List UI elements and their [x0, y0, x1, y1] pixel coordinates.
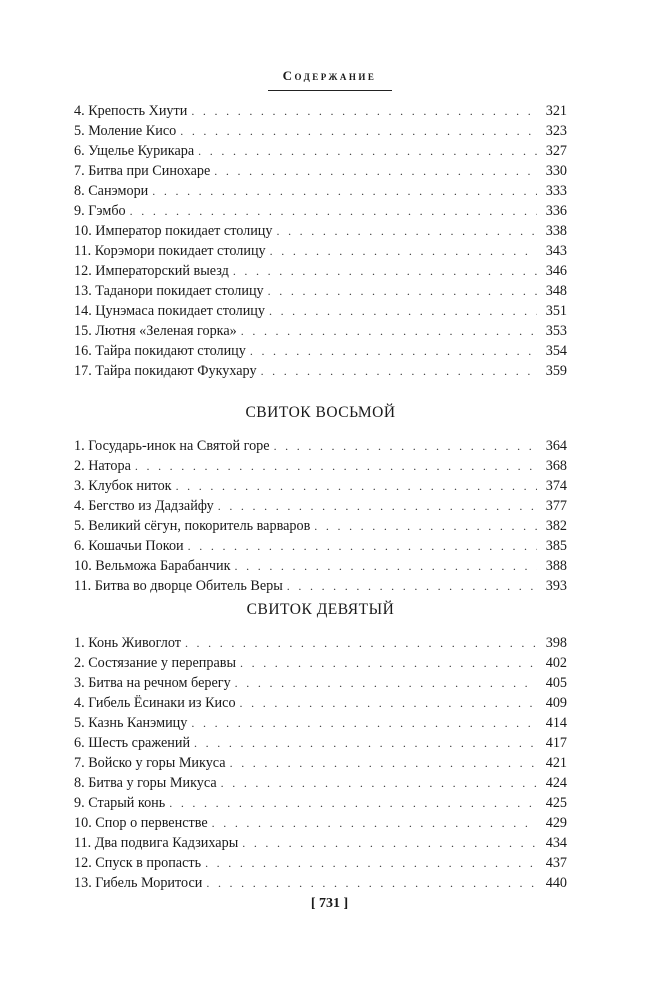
toc-entry-title: 10. Император покидает столицу: [74, 223, 273, 239]
dot-leader: [287, 576, 537, 596]
toc-entry[interactable]: [74, 693, 567, 713]
header-title: Содержание: [282, 68, 377, 83]
toc-list: [74, 633, 567, 893]
toc-entry-title: 3. Клубок ниток: [74, 478, 172, 494]
toc-entry-title: 16. Тайра покидают столицу: [74, 343, 246, 359]
dot-leader: [314, 516, 537, 536]
dot-leader: [235, 556, 537, 576]
dot-leader: [274, 436, 537, 456]
toc-entry-page: 330: [545, 163, 567, 179]
dot-leader: [218, 496, 537, 516]
toc-entry[interactable]: [74, 733, 567, 753]
dot-leader: [221, 773, 537, 793]
toc-entry[interactable]: [74, 321, 567, 341]
toc-entry[interactable]: [74, 556, 567, 576]
dot-leader: [269, 301, 537, 321]
toc-entry-title: 4. Крепость Хиути: [74, 103, 188, 119]
toc-entry[interactable]: [74, 773, 567, 793]
dot-leader: [152, 181, 537, 201]
toc-entry[interactable]: [74, 713, 567, 733]
toc-entry-page: 437: [545, 855, 567, 871]
toc-entry[interactable]: [74, 516, 567, 536]
toc-entry[interactable]: [74, 141, 567, 161]
toc-entry-title: 12. Императорский выезд: [74, 263, 229, 279]
toc-entry[interactable]: [74, 121, 567, 141]
toc-entry-page: 346: [545, 263, 567, 279]
toc-entry-page: 364: [545, 438, 567, 454]
page-number: [ 731 ]: [310, 896, 349, 911]
dot-leader: [240, 693, 537, 713]
toc-entry-title: 15. Лютня «Зеленая горка»: [74, 323, 237, 339]
toc-entry-title: 6. Шесть сражений: [74, 735, 191, 751]
toc-entry-page: 424: [545, 775, 567, 791]
toc-entry[interactable]: [74, 161, 567, 181]
dot-leader: [185, 633, 537, 653]
section-title: СВИТОК ДЕВЯТЫЙ: [246, 601, 395, 618]
toc-entry-title: 2. Натора: [74, 458, 131, 474]
toc-entry[interactable]: [74, 793, 567, 813]
dot-leader: [230, 753, 537, 773]
toc-entry[interactable]: [74, 361, 567, 381]
dot-leader: [261, 361, 537, 381]
toc-entry[interactable]: [74, 201, 567, 221]
toc-entry-title: 7. Войско у горы Микуса: [74, 755, 226, 771]
toc-entry-page: 385: [545, 538, 567, 554]
toc-entry-page: 393: [545, 578, 567, 594]
toc-entry-page: 409: [545, 695, 567, 711]
dot-leader: [233, 261, 537, 281]
toc-entry-title: 3. Битва на речном берегу: [74, 675, 231, 691]
toc-entry-title: 9. Гэмбо: [74, 203, 126, 219]
toc-entry[interactable]: [74, 476, 567, 496]
toc-entry-title: 5. Моление Кисо: [74, 123, 177, 139]
toc-entry-page: 402: [545, 655, 567, 671]
toc-entry-page: 388: [545, 558, 567, 574]
toc-entry-title: 11. Корэмори покидает столицу: [74, 243, 266, 259]
dot-leader: [205, 853, 537, 873]
toc-entry[interactable]: [74, 653, 567, 673]
toc-entry[interactable]: [74, 181, 567, 201]
toc-entry[interactable]: [74, 341, 567, 361]
toc-entry-page: 353: [545, 323, 567, 339]
dot-leader: [194, 733, 537, 753]
dot-leader: [188, 536, 537, 556]
toc-entry-page: 414: [545, 715, 567, 731]
dot-leader: [276, 221, 537, 241]
toc-entry-page: 336: [545, 203, 567, 219]
running-header: [0, 68, 659, 91]
toc-entry-title: 7. Битва при Синохаре: [74, 163, 211, 179]
toc-entry-page: 354: [545, 343, 567, 359]
toc-entry[interactable]: [74, 436, 567, 456]
toc-entry[interactable]: [74, 101, 567, 121]
toc-entry[interactable]: [74, 833, 567, 853]
toc-list: [74, 436, 567, 596]
toc-entry-page: 338: [545, 223, 567, 239]
dot-leader: [198, 141, 537, 161]
toc-entry[interactable]: [74, 221, 567, 241]
toc-entry-title: 13. Гибель Моритоси: [74, 875, 203, 891]
toc-entry-title: 6. Кошачьи Покои: [74, 538, 184, 554]
toc-entry-page: 398: [545, 635, 567, 651]
dot-leader: [191, 713, 537, 733]
toc-entry-title: 1. Конь Живоглот: [74, 635, 181, 651]
toc-entry-title: 4. Гибель Ёсинаки из Кисо: [74, 695, 236, 711]
toc-entry-title: 10. Вельможа Барабанчик: [74, 558, 231, 574]
toc-entry[interactable]: [74, 241, 567, 261]
toc-entry-title: 5. Великий сёгун, покоритель варваров: [74, 518, 311, 534]
toc-entry[interactable]: [74, 753, 567, 773]
toc-entry-title: 10. Спор о первенстве: [74, 815, 208, 831]
toc-entry-title: 11. Два подвига Кадзихары: [74, 835, 239, 851]
toc-entry[interactable]: [74, 301, 567, 321]
toc-entry-page: 343: [545, 243, 567, 259]
dot-leader: [191, 101, 537, 121]
toc-entry[interactable]: [74, 281, 567, 301]
dot-leader: [268, 281, 537, 301]
toc-entry[interactable]: [74, 456, 567, 476]
toc-entry-page: 327: [545, 143, 567, 159]
toc-entry[interactable]: [74, 673, 567, 693]
toc-entry-title: 6. Ущелье Курикара: [74, 143, 195, 159]
toc-entry[interactable]: [74, 633, 567, 653]
toc-entry-title: 5. Казнь Канэмицу: [74, 715, 188, 731]
dot-leader: [206, 873, 537, 893]
toc-entry[interactable]: [74, 576, 567, 596]
toc-entry-title: 9. Старый конь: [74, 795, 166, 811]
dot-leader: [270, 241, 537, 261]
toc-entry-title: 12. Спуск в пропасть: [74, 855, 202, 871]
toc-entry-title: 17. Тайра покидают Фукухару: [74, 363, 257, 379]
dot-leader: [235, 673, 537, 693]
toc-entry[interactable]: [74, 873, 567, 893]
toc-entry[interactable]: [74, 853, 567, 873]
toc-entry[interactable]: [74, 496, 567, 516]
dot-leader: [176, 476, 537, 496]
header-rule: [268, 90, 392, 91]
toc-entry-page: 323: [545, 123, 567, 139]
toc-entry-page: 421: [545, 755, 567, 771]
toc-entry-page: 405: [545, 675, 567, 691]
toc-section-scroll-eight: [74, 404, 567, 596]
dot-leader: [242, 833, 537, 853]
toc-list: [74, 101, 567, 381]
toc-section-continued: [74, 101, 567, 381]
toc-entry-page: 368: [545, 458, 567, 474]
toc-entry-page: 321: [545, 103, 567, 119]
dot-leader: [130, 201, 537, 221]
dot-leader: [240, 653, 537, 673]
dot-leader: [135, 456, 537, 476]
toc-section-scroll-nine: [74, 601, 567, 893]
section-title: СВИТОК ВОСЬМОЙ: [245, 404, 396, 421]
dot-leader: [212, 813, 537, 833]
dot-leader: [169, 793, 537, 813]
toc-entry-title: 14. Цунэмаса покидает столицу: [74, 303, 265, 319]
toc-entry-title: 4. Бегство из Дадзайфу: [74, 498, 214, 514]
toc-entry-page: 429: [545, 815, 567, 831]
dot-leader: [214, 161, 537, 181]
toc-entry-title: 11. Битва во дворце Обитель Веры: [74, 578, 283, 594]
toc-entry-title: 13. Таданори покидает столицу: [74, 283, 264, 299]
toc-entry-page: 359: [545, 363, 567, 379]
dot-leader: [250, 341, 537, 361]
toc-entry-page: 351: [545, 303, 567, 319]
toc-entry-title: 8. Битва у горы Микуса: [74, 775, 217, 791]
toc-entry-page: 333: [545, 183, 567, 199]
dot-leader: [180, 121, 537, 141]
toc-entry-title: 8. Санэмори: [74, 183, 149, 199]
toc-entry[interactable]: [74, 813, 567, 833]
dot-leader: [241, 321, 537, 341]
toc-entry-page: 434: [545, 835, 567, 851]
toc-entry-title: 2. Состязание у переправы: [74, 655, 236, 671]
toc-entry-page: 374: [545, 478, 567, 494]
toc-entry-page: 440: [545, 875, 567, 891]
toc-entry[interactable]: [74, 536, 567, 556]
toc-entry-page: 425: [545, 795, 567, 811]
toc-entry-title: 1. Государь-инок на Святой горе: [74, 438, 270, 454]
toc-entry-page: 417: [545, 735, 567, 751]
toc-entry-page: 377: [545, 498, 567, 514]
toc-entry-page: 382: [545, 518, 567, 534]
toc-entry[interactable]: [74, 261, 567, 281]
toc-entry-page: 348: [545, 283, 567, 299]
